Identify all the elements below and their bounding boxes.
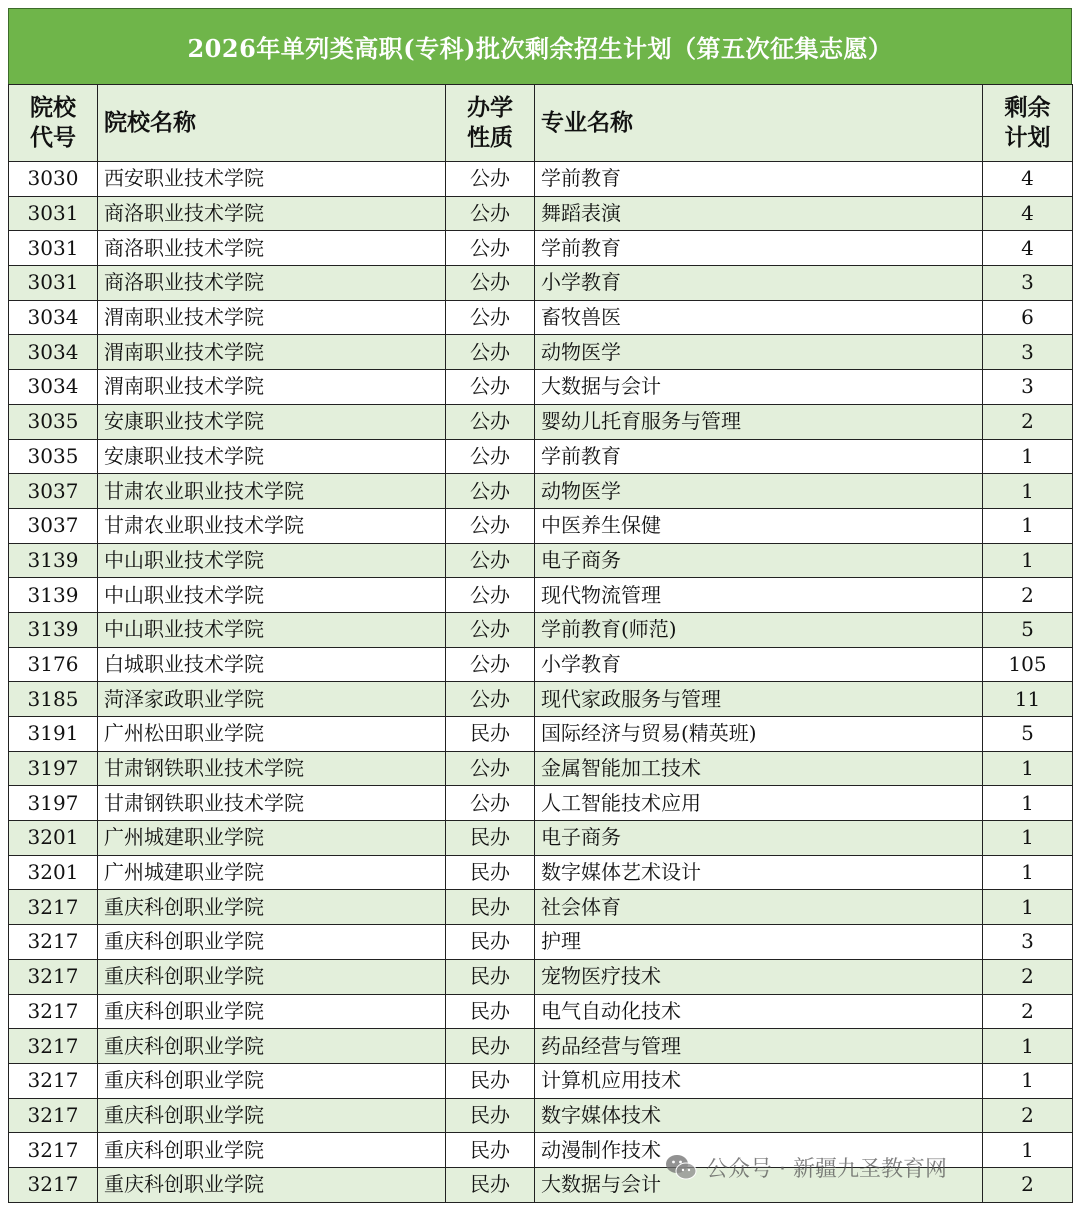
- cell-major-name: 宠物医疗技术: [535, 959, 983, 994]
- table-row: [9, 543, 1073, 578]
- cell-school-code: 3217: [9, 890, 98, 925]
- cell-remaining-plan: 1: [983, 1063, 1073, 1098]
- cell-school-type: 公办: [446, 578, 535, 613]
- cell-school-code: 3217: [9, 1063, 98, 1098]
- cell-school-type: 公办: [446, 474, 535, 509]
- header-row: [9, 85, 1073, 162]
- cell-school-code: 3201: [9, 855, 98, 890]
- enrollment-sheet: [8, 8, 1072, 1203]
- cell-remaining-plan: 4: [983, 196, 1073, 231]
- table-row: [9, 196, 1073, 231]
- cell-school-code: 3031: [9, 196, 98, 231]
- table-row: [9, 439, 1073, 474]
- cell-remaining-plan: 105: [983, 647, 1073, 682]
- cell-major-name: 金属智能加工技术: [535, 751, 983, 786]
- cell-remaining-plan: 1: [983, 855, 1073, 890]
- cell-school-type: 民办: [446, 1167, 535, 1202]
- cell-remaining-plan: 3: [983, 925, 1073, 960]
- cell-school-type: 民办: [446, 717, 535, 752]
- cell-school-type: 公办: [446, 543, 535, 578]
- table-row: [9, 474, 1073, 509]
- header-school-code-line2: 代号: [30, 124, 76, 151]
- cell-remaining-plan: 1: [983, 508, 1073, 543]
- cell-remaining-plan: 1: [983, 474, 1073, 509]
- table-row: [9, 925, 1073, 960]
- header-school-type-line1: 办学: [467, 94, 513, 121]
- cell-remaining-plan: 1: [983, 751, 1073, 786]
- cell-school-code: 3139: [9, 543, 98, 578]
- cell-major-name: 畜牧兽医: [535, 300, 983, 335]
- table-row: [9, 1029, 1073, 1064]
- cell-school-code: 3139: [9, 612, 98, 647]
- cell-school-name: 广州城建职业学院: [98, 855, 446, 890]
- table-row: [9, 890, 1073, 925]
- cell-school-name: 中山职业技术学院: [98, 612, 446, 647]
- cell-school-name: 渭南职业技术学院: [98, 300, 446, 335]
- cell-school-code: 3217: [9, 994, 98, 1029]
- table-header: [9, 85, 1073, 162]
- cell-remaining-plan: 3: [983, 370, 1073, 405]
- cell-school-code: 3201: [9, 821, 98, 856]
- table-body: [9, 162, 1073, 1203]
- cell-school-code: 3037: [9, 474, 98, 509]
- cell-school-type: 民办: [446, 925, 535, 960]
- table-row: [9, 959, 1073, 994]
- cell-major-name: 小学教育: [535, 266, 983, 301]
- cell-school-name: 商洛职业技术学院: [98, 266, 446, 301]
- cell-school-name: 重庆科创职业学院: [98, 925, 446, 960]
- header-remaining-plan: [983, 85, 1073, 162]
- table-row: [9, 1167, 1073, 1202]
- cell-major-name: 舞蹈表演: [535, 196, 983, 231]
- cell-school-name: 重庆科创职业学院: [98, 1133, 446, 1168]
- cell-remaining-plan: 6: [983, 300, 1073, 335]
- cell-major-name: 动漫制作技术: [535, 1133, 983, 1168]
- table-title: 2026年单列类高职(专科)批次剩余招生计划（第五次征集志愿）: [8, 8, 1072, 84]
- cell-school-name: 中山职业技术学院: [98, 578, 446, 613]
- cell-school-code: 3217: [9, 1167, 98, 1202]
- cell-major-name: 药品经营与管理: [535, 1029, 983, 1064]
- cell-major-name: 数字媒体艺术设计: [535, 855, 983, 890]
- cell-remaining-plan: 3: [983, 335, 1073, 370]
- cell-school-type: 公办: [446, 786, 535, 821]
- table-row: [9, 335, 1073, 370]
- cell-major-name: 现代家政服务与管理: [535, 682, 983, 717]
- cell-school-name: 广州松田职业学院: [98, 717, 446, 752]
- cell-major-name: 社会体育: [535, 890, 983, 925]
- cell-school-code: 3217: [9, 959, 98, 994]
- cell-school-code: 3197: [9, 786, 98, 821]
- cell-school-code: 3035: [9, 404, 98, 439]
- cell-school-code: 3217: [9, 925, 98, 960]
- cell-major-name: 学前教育: [535, 162, 983, 197]
- cell-school-type: 公办: [446, 612, 535, 647]
- header-major-name: 专业名称: [535, 85, 983, 162]
- cell-school-type: 公办: [446, 751, 535, 786]
- cell-major-name: 电气自动化技术: [535, 994, 983, 1029]
- cell-major-name: 数字媒体技术: [535, 1098, 983, 1133]
- cell-school-type: 民办: [446, 1063, 535, 1098]
- cell-school-name: 白城职业技术学院: [98, 647, 446, 682]
- cell-remaining-plan: 3: [983, 266, 1073, 301]
- cell-school-name: 重庆科创职业学院: [98, 959, 446, 994]
- header-school-code: [9, 85, 98, 162]
- cell-school-name: 渭南职业技术学院: [98, 370, 446, 405]
- table-row: [9, 508, 1073, 543]
- cell-school-code: 3034: [9, 300, 98, 335]
- header-school-type: [446, 85, 535, 162]
- cell-school-name: 甘肃钢铁职业技术学院: [98, 786, 446, 821]
- cell-school-name: 重庆科创职业学院: [98, 1167, 446, 1202]
- cell-school-type: 公办: [446, 335, 535, 370]
- cell-remaining-plan: 1: [983, 1029, 1073, 1064]
- cell-major-name: 动物医学: [535, 335, 983, 370]
- cell-school-name: 重庆科创职业学院: [98, 1063, 446, 1098]
- cell-major-name: 现代物流管理: [535, 578, 983, 613]
- cell-school-name: 中山职业技术学院: [98, 543, 446, 578]
- cell-school-code: 3139: [9, 578, 98, 613]
- cell-school-code: 3030: [9, 162, 98, 197]
- cell-school-name: 西安职业技术学院: [98, 162, 446, 197]
- cell-school-code: 3034: [9, 335, 98, 370]
- cell-school-code: 3217: [9, 1133, 98, 1168]
- cell-school-code: 3217: [9, 1098, 98, 1133]
- cell-school-name: 商洛职业技术学院: [98, 231, 446, 266]
- table-row: [9, 1133, 1073, 1168]
- cell-school-type: 民办: [446, 959, 535, 994]
- cell-remaining-plan: 4: [983, 231, 1073, 266]
- cell-school-type: 公办: [446, 439, 535, 474]
- cell-major-name: 大数据与会计: [535, 1167, 983, 1202]
- cell-remaining-plan: 5: [983, 612, 1073, 647]
- cell-school-code: 3185: [9, 682, 98, 717]
- cell-major-name: 学前教育(师范): [535, 612, 983, 647]
- cell-school-name: 安康职业技术学院: [98, 404, 446, 439]
- cell-school-type: 民办: [446, 1133, 535, 1168]
- cell-major-name: 国际经济与贸易(精英班): [535, 717, 983, 752]
- cell-school-name: 重庆科创职业学院: [98, 1098, 446, 1133]
- cell-school-type: 公办: [446, 300, 535, 335]
- table-row: [9, 300, 1073, 335]
- cell-school-name: 渭南职业技术学院: [98, 335, 446, 370]
- cell-school-type: 民办: [446, 994, 535, 1029]
- cell-school-code: 3217: [9, 1029, 98, 1064]
- cell-major-name: 学前教育: [535, 231, 983, 266]
- cell-remaining-plan: 2: [983, 578, 1073, 613]
- table-row: [9, 647, 1073, 682]
- watermark-text: 公众号 · 新疆九圣教育网: [706, 1156, 947, 1182]
- cell-remaining-plan: 5: [983, 717, 1073, 752]
- cell-major-name: 计算机应用技术: [535, 1063, 983, 1098]
- cell-remaining-plan: 1: [983, 439, 1073, 474]
- table-row: [9, 682, 1073, 717]
- cell-school-type: 公办: [446, 682, 535, 717]
- header-school-code-line1: 院校: [30, 94, 76, 121]
- cell-school-type: 民办: [446, 1098, 535, 1133]
- table-row: [9, 717, 1073, 752]
- cell-school-name: 甘肃钢铁职业技术学院: [98, 751, 446, 786]
- cell-remaining-plan: 1: [983, 1133, 1073, 1168]
- cell-school-type: 公办: [446, 404, 535, 439]
- cell-school-type: 民办: [446, 821, 535, 856]
- header-remaining-plan-line1: 剩余: [1004, 94, 1051, 121]
- cell-school-name: 重庆科创职业学院: [98, 994, 446, 1029]
- table-row: [9, 1063, 1073, 1098]
- cell-major-name: 大数据与会计: [535, 370, 983, 405]
- table-row: [9, 266, 1073, 301]
- cell-major-name: 电子商务: [535, 543, 983, 578]
- table-row: [9, 751, 1073, 786]
- header-school-type-line2: 性质: [467, 124, 513, 151]
- cell-major-name: 学前教育: [535, 439, 983, 474]
- cell-remaining-plan: 2: [983, 1167, 1073, 1202]
- table-row: [9, 370, 1073, 405]
- table-row: [9, 404, 1073, 439]
- cell-school-name: 甘肃农业职业技术学院: [98, 474, 446, 509]
- cell-school-code: 3191: [9, 717, 98, 752]
- table-row: [9, 612, 1073, 647]
- cell-school-type: 民办: [446, 855, 535, 890]
- cell-remaining-plan: 1: [983, 821, 1073, 856]
- table-row: [9, 578, 1073, 613]
- table-row: [9, 994, 1073, 1029]
- cell-remaining-plan: 1: [983, 543, 1073, 578]
- cell-school-name: 重庆科创职业学院: [98, 1029, 446, 1064]
- cell-school-type: 公办: [446, 370, 535, 405]
- cell-remaining-plan: 2: [983, 959, 1073, 994]
- cell-school-type: 公办: [446, 231, 535, 266]
- table-row: [9, 821, 1073, 856]
- cell-remaining-plan: 2: [983, 1098, 1073, 1133]
- cell-major-name: 电子商务: [535, 821, 983, 856]
- cell-school-name: 甘肃农业职业技术学院: [98, 508, 446, 543]
- cell-school-code: 3035: [9, 439, 98, 474]
- cell-school-name: 商洛职业技术学院: [98, 196, 446, 231]
- table-row: [9, 162, 1073, 197]
- table-row: [9, 786, 1073, 821]
- cell-school-name: 重庆科创职业学院: [98, 890, 446, 925]
- cell-remaining-plan: 1: [983, 890, 1073, 925]
- cell-school-name: 广州城建职业学院: [98, 821, 446, 856]
- header-school-name: 院校名称: [98, 85, 446, 162]
- cell-school-type: 公办: [446, 196, 535, 231]
- cell-school-type: 民办: [446, 1029, 535, 1064]
- cell-school-code: 3031: [9, 266, 98, 301]
- cell-school-type: 公办: [446, 508, 535, 543]
- cell-school-name: 安康职业技术学院: [98, 439, 446, 474]
- table-row: [9, 1098, 1073, 1133]
- cell-school-code: 3197: [9, 751, 98, 786]
- cell-remaining-plan: 1: [983, 786, 1073, 821]
- table-row: [9, 231, 1073, 266]
- cell-major-name: 婴幼儿托育服务与管理: [535, 404, 983, 439]
- table-row: [9, 855, 1073, 890]
- cell-major-name: 动物医学: [535, 474, 983, 509]
- cell-school-code: 3034: [9, 370, 98, 405]
- cell-major-name: 护理: [535, 925, 983, 960]
- cell-school-code: 3176: [9, 647, 98, 682]
- cell-major-name: 人工智能技术应用: [535, 786, 983, 821]
- cell-remaining-plan: 2: [983, 994, 1073, 1029]
- cell-school-type: 公办: [446, 266, 535, 301]
- cell-school-code: 3031: [9, 231, 98, 266]
- cell-school-type: 民办: [446, 890, 535, 925]
- cell-school-name: 菏泽家政职业学院: [98, 682, 446, 717]
- cell-remaining-plan: 4: [983, 162, 1073, 197]
- cell-school-code: 3037: [9, 508, 98, 543]
- header-remaining-plan-line2: 计划: [1004, 124, 1051, 151]
- cell-major-name: 中医养生保健: [535, 508, 983, 543]
- cell-remaining-plan: 2: [983, 404, 1073, 439]
- cell-major-name: 小学教育: [535, 647, 983, 682]
- enrollment-table: [8, 84, 1073, 1203]
- cell-school-type: 公办: [446, 647, 535, 682]
- cell-remaining-plan: 11: [983, 682, 1073, 717]
- cell-school-type: 公办: [446, 162, 535, 197]
